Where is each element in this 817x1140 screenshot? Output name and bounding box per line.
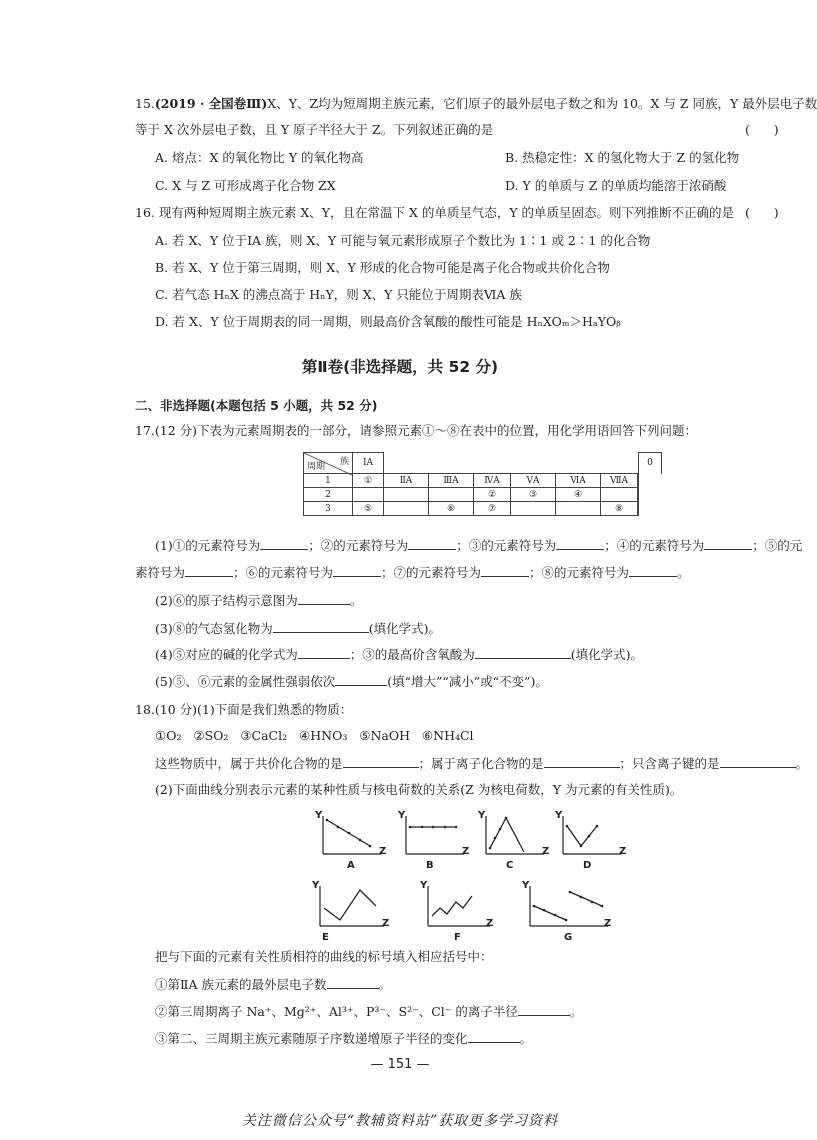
q18-instruction: 把与下面的元素有关性质相符的曲线的标号填入相应括号中： xyxy=(155,949,493,964)
graph-label: G xyxy=(564,932,573,943)
q16-answer-paren[interactable]: ( ) xyxy=(745,205,779,220)
footer-note: 关注微信公众号“教辅资料站”获取更多学习资料 xyxy=(241,1113,559,1129)
q16-option-b: B. 若 X、Y 位于第三周期，则 X、Y 形成的化合物可能是离子化合物或共价化合物 xyxy=(155,260,610,275)
graph-f: Y Z F xyxy=(420,880,494,943)
graph-label: A xyxy=(347,860,355,871)
q17-part4: (4)⑤对应的碱的化学式为 ；③的最高价含氧酸为 (填化学式)。 xyxy=(155,647,643,662)
q18-stem: 18.(10 分)(1)下面是我们熟悉的物质： xyxy=(135,702,353,717)
q15-option-a: A. 熔点：X 的氧化物比 Y 的氧化物高 xyxy=(155,150,364,165)
answer-blank[interactable] xyxy=(704,537,752,550)
answer-blank[interactable] xyxy=(185,564,233,577)
answer-blank[interactable] xyxy=(298,646,350,659)
q15-stem-line2: 等于 X 次外层电子数，且 Y 原子半径大于 Z。下列叙述正确的是 xyxy=(135,122,494,137)
graph-b: Y Z B xyxy=(398,810,470,871)
q16-option-c: C. 若气态 HₙX 的沸点高于 HₙY，则 X、Y 只能位于周期表ⅥA 族 xyxy=(155,287,522,302)
graph-a: Y Z A xyxy=(315,810,387,871)
answer-blank[interactable] xyxy=(298,592,350,605)
q15-option-b: B. 热稳定性：X 的氢化物大于 Z 的氢化物 xyxy=(505,150,740,165)
section-title: 第Ⅱ卷(非选择题，共 52 分) xyxy=(301,358,499,376)
graph-d: Y Z D xyxy=(555,810,627,871)
answer-blank[interactable] xyxy=(720,755,796,768)
q18-item-2: ②第三周期离子 Na⁺、Mg²⁺、Al³⁺、P³⁻、S²⁻、Cl⁻ 的离子半径 。 xyxy=(155,1004,583,1019)
answer-blank[interactable] xyxy=(556,537,604,550)
q16-option-a: A. 若 X、Y 位于ⅠA 族，则 X、Y 可能与氧元素形成原子个数比为 1∶1 或 2∶1 的化合物 xyxy=(155,233,651,248)
q18-item-1: ①第ⅡA 族元素的最外层电子数 。 xyxy=(155,977,392,992)
answer-blank[interactable] xyxy=(518,1003,570,1016)
q17-part2: (2)⑥的原子结构示意图为 。 xyxy=(155,593,363,608)
answer-blank[interactable] xyxy=(544,755,620,768)
answer-blank[interactable] xyxy=(475,646,571,659)
q15-stem-line1: 15.(2019 · 全国卷Ⅲ)X、Y、Z均为短周期主族元素，它们原子的最外层电子数之和为 10。X 与 Z 同族，Y 最外层电子数 xyxy=(135,96,817,111)
graph-label: D xyxy=(583,860,592,871)
answer-blank[interactable] xyxy=(481,564,529,577)
answer-blank[interactable] xyxy=(260,537,308,550)
q15-source: (2019 · 全国卷Ⅲ) xyxy=(154,96,268,111)
page-number: — 151 — xyxy=(370,1057,430,1072)
answer-blank[interactable] xyxy=(468,1030,520,1043)
answer-blank[interactable] xyxy=(335,673,387,686)
q18-substances: ①O₂ ②SO₂ ③CaCl₂ ④HNO₃ ⑤NaOH ⑥NH₄Cl xyxy=(155,728,474,743)
answer-blank[interactable] xyxy=(327,976,379,989)
q17-part1-line1: (1)①的元素符号为 ；②的元素符号为 ；③的元素符号为 ；④的元素符号为 ；⑤的元 xyxy=(155,538,803,553)
section-heading: 二、非选择题(本题包括 5 小题，共 52 分) xyxy=(135,398,378,413)
graph-c: Y Z C xyxy=(478,810,550,871)
table-header-cell: 0 xyxy=(639,453,662,474)
periodic-table-fragment xyxy=(303,452,662,516)
q15-answer-paren[interactable]: ( ) xyxy=(745,122,779,137)
q16-stem: 16. 现有两种短周期主族元素 X、Y，且在常温下 X 的单质呈气态，Y 的单质呈固态。则下列推断不正确的是 xyxy=(135,205,735,220)
answer-blank[interactable] xyxy=(333,564,381,577)
answer-blank[interactable] xyxy=(408,537,456,550)
q18-item-3: ③第二、三周期主族元素随原子序数递增原子半径的变化 。 xyxy=(155,1031,533,1046)
table-row: 3 ⑤ ⑥ ⑦ ⑧ xyxy=(304,502,662,516)
q18-part1-question: 这些物质中，属于共价化合物的是 ；属于离子化合物的是 ；只含离子键的是 。 xyxy=(155,756,809,771)
graph-label: B xyxy=(426,860,434,871)
graph-g: Y Z G xyxy=(522,880,612,943)
q15-option-c: C. X 与 Z 可形成离子化合物 ZX xyxy=(155,178,336,193)
table-header-row xyxy=(304,453,662,474)
graph-label: F xyxy=(454,932,461,943)
graph-e: Y Z E xyxy=(312,880,390,943)
q17-part5: (5)⑤、⑥元素的金属性强弱依次 (填“增大”“减小”或“不变”)。 xyxy=(155,674,548,689)
table-corner-cell: 族 周期 xyxy=(304,453,353,474)
table-row: 1 ① ⅡA ⅢA ⅣA ⅤA ⅥA ⅦA xyxy=(304,474,662,488)
graph-label: E xyxy=(322,932,329,943)
q15-option-d: D. Y 的单质与 Z 的单质均能溶于浓硝酸 xyxy=(505,178,727,193)
q18-part2-description: (2)下面曲线分别表示元素的某种性质与核电荷数的关系(Z 为核电荷数，Y 为元素的有关性质)。 xyxy=(155,782,683,797)
q16-option-d: D. 若 X、Y 位于周期表的同一周期，则最高价含氧酸的酸性可能是 HₙXOₘ＞HₐYOᵦ xyxy=(155,314,621,329)
table-header-cell: ⅠA xyxy=(353,453,384,474)
answer-blank[interactable] xyxy=(629,564,677,577)
q17-part3: (3)⑧的气态氢化物为 (填化学式)。 xyxy=(155,621,441,636)
answer-blank[interactable] xyxy=(343,755,419,768)
table-row: 2 ② ③ ④ xyxy=(304,488,662,502)
graph-label: C xyxy=(506,860,514,871)
answer-blank[interactable] xyxy=(273,620,369,633)
q17-part1-line2: 素符号为 ；⑥的元素符号为 ；⑦的元素符号为 ；⑧的元素符号为 。 xyxy=(135,565,690,580)
q17-stem: 17.(12 分)下表为元素周期表的一部分，请参照元素①～⑧在表中的位置，用化学用语回答下列问题： xyxy=(135,423,698,438)
